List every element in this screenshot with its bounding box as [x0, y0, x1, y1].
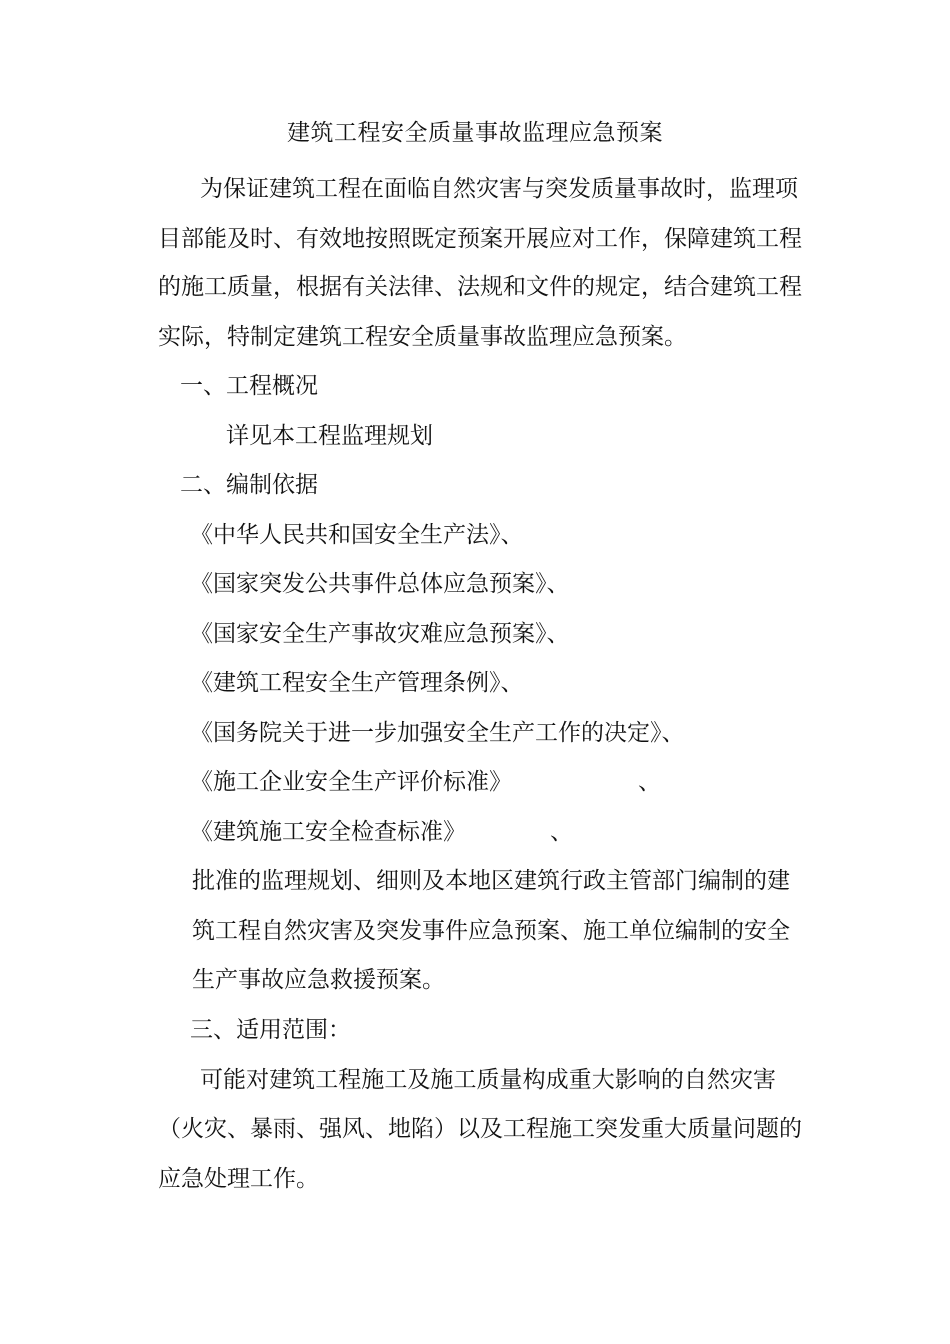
reference-separator: 、 — [638, 769, 661, 795]
section-1-heading: 一、工程概况 — [180, 373, 318, 399]
section-3-body-line-1: 可能对建筑工程施工及施工质量构成重大影响的自然灾害 — [200, 1067, 776, 1093]
section-1-body: 详见本工程监理规划 — [226, 423, 433, 449]
section-3-body-line-2: （火灾、暴雨、强风、地陷）以及工程施工突发重大质量问题的 — [158, 1116, 802, 1142]
reference-separator: 、 — [550, 819, 573, 845]
intro-line-4: 实际，特制定建筑工程安全质量事故监理应急预案。 — [158, 324, 687, 350]
section-2-closing-line-1: 批准的监理规划、细则及本地区建筑行政主管部门编制的建 — [192, 868, 790, 894]
reference-item: 《建筑工程安全生产管理条例》、 — [190, 670, 524, 696]
section-3-heading: 三、适用范围： — [190, 1017, 351, 1043]
intro-line-3: 的施工质量，根据有关法律、法规和文件的规定，结合建筑工程 — [158, 274, 802, 300]
section-2-closing-line-3: 生产事故应急救援预案。 — [192, 967, 445, 993]
reference-item: 《施工企业安全生产评价标准》 — [190, 769, 512, 795]
reference-item: 《国家安全生产事故灾难应急预案》、 — [190, 621, 570, 647]
reference-item: 《中华人民共和国安全生产法》、 — [190, 522, 524, 548]
section-3-body-line-3: 应急处理工作。 — [158, 1166, 319, 1192]
reference-item: 《国家突发公共事件总体应急预案》、 — [190, 571, 570, 597]
intro-line-2: 目部能及时、有效地按照既定预案开展应对工作，保障建筑工程 — [158, 226, 802, 252]
document-title: 建筑工程安全质量事故监理应急预案 — [287, 120, 663, 146]
section-2-heading: 二、编制依据 — [180, 472, 318, 498]
reference-item: 《国务院关于进一步加强安全生产工作的决定》、 — [190, 720, 685, 746]
intro-line-1: 为保证建筑工程在面临自然灾害与突发质量事故时，监理项 — [200, 176, 798, 202]
section-2-closing-line-2: 筑工程自然灾害及突发事件应急预案、施工单位编制的安全 — [192, 918, 790, 944]
reference-item: 《建筑施工安全检查标准》 — [190, 819, 466, 845]
